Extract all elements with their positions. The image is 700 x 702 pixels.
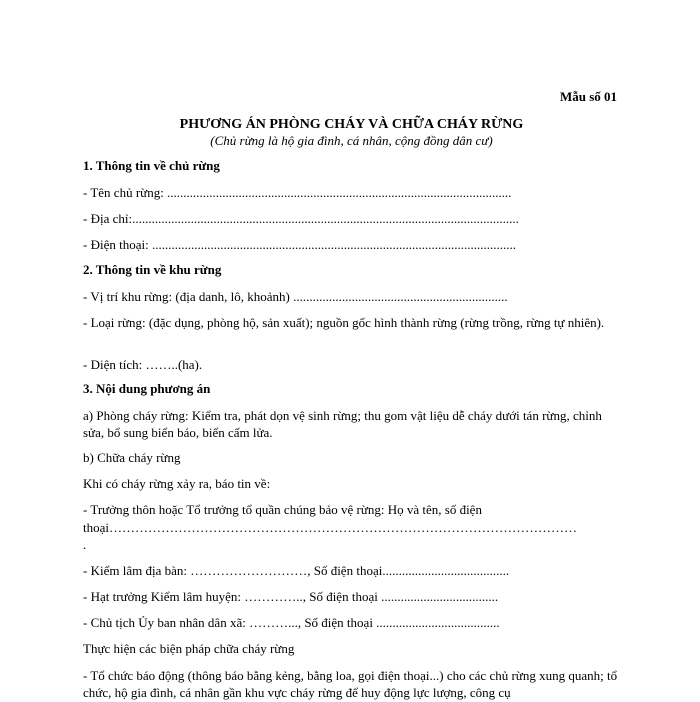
- local-ranger-field: - Kiểm lâm địa bàn: ………………………, Số điện thoại.......................................: [83, 563, 510, 578]
- document-title: PHƯƠNG ÁN PHÒNG CHÁY VÀ CHỮA CHÁY RỪNG: [179, 117, 524, 132]
- measures-intro-text: Thực hiện các biện pháp chữa cháy rừng: [83, 641, 295, 656]
- address-field: - Địa chỉ:.......................................................................................................................: [83, 211, 519, 226]
- forest-area-field: - Diện tích: ……..(ha).: [83, 357, 203, 372]
- firefighting-heading: b) Chữa cháy rừng: [83, 450, 181, 465]
- forest-location-field: - Vị trí khu rừng: (địa danh, lô, khoảnh) ..................................................................: [83, 289, 508, 304]
- form-number: Mẫu số 01: [559, 89, 617, 104]
- section-1-heading: 1. Thông tin về chủ rừng: [83, 158, 220, 173]
- village-head-line-1: - Trưởng thôn hoặc Tổ trưởng tổ quần chúng bảo vệ rừng: Họ và tên, số điện: [83, 502, 482, 517]
- forest-type-field: - Loại rừng: (đặc dụng, phòng hộ, sản xuất); nguồn gốc hình thành rừng (rừng trồng, rừng tự nhiên).: [83, 315, 605, 330]
- document-subtitle: (Chủ rừng là hộ gia đình, cá nhân, cộng đồng dân cư): [210, 133, 493, 148]
- report-intro-text: Khi có cháy rừng xảy ra, báo tin về:: [83, 476, 271, 491]
- section-2-heading: 2. Thông tin về khu rừng: [83, 262, 222, 277]
- section-3-heading: 3. Nội dung phương án: [83, 381, 211, 396]
- village-head-line-3: .: [83, 537, 87, 552]
- commune-chair-field: - Chủ tịch Ủy ban nhân dân xã: ………..., Số điện thoại ......................................: [83, 615, 500, 630]
- fire-prevention-text: a) Phòng cháy rừng: Kiểm tra, phát dọn vệ sinh rừng; thu gom vật liệu dễ cháy dưới tán rừng, chỉnh sửa, bổ sung biển báo, biển cấm lửa.: [83, 408, 602, 440]
- district-ranger-field: - Hạt trưởng Kiểm lâm huyện: ………….., Số điện thoại ....................................: [83, 589, 499, 604]
- phone-field: - Điện thoại: ................................................................................................................: [83, 237, 516, 252]
- owner-name-field: - Tên chủ rừng: ..........................................................................................................: [83, 185, 512, 200]
- village-head-line-2: thoại………………………………………………………………………………………………: [83, 520, 577, 535]
- alarm-text: - Tổ chức báo động (thông báo bằng kẻng, bằng loa, gọi điện thoại...) cho các chủ rừng xung quanh; tổ chức, hộ gia đình, cá nhân gần khu vực cháy rừng để huy động lực lượng, công cụ: [83, 668, 618, 700]
